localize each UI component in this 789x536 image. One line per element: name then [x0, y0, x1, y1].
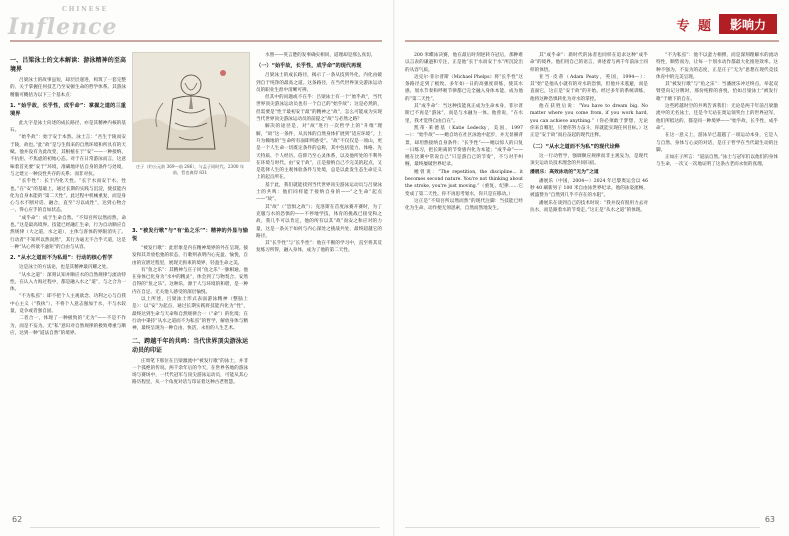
magazine-logo — [8, 6, 118, 40]
left-page — [0, 0, 394, 536]
footer-rule — [30, 521, 380, 528]
column-4 — [405, 52, 523, 517]
magazine-logo-small: CHINESE — [62, 6, 109, 13]
column-3 — [256, 52, 382, 517]
paragraph: “始乎故”：始于安于本然。泳士言：“吾生于陵而安于陵，故也。”此“故”是与生俱来的自然环境和所具有的天赋。他并没有为此改变，其根植在于“安”——一种接纳、不抗拒、不焦虑的初始心态。对于在日常游泳而言，这意味着首先要“安于”环境，准确地评估自身的条件与处境，与之建立一种良性共存的关系；而非对抗。 — [10, 135, 126, 177]
zhuangzi-portrait-image — [132, 52, 250, 162]
paragraph: 其“成乎命”：当这种技能真正成为生命本身，菲尔普斯已不再是“游泳”，而是与水融为一体。他曾说，“在水里，我才觉得自由自在”。 — [405, 104, 523, 124]
section-brand — [676, 14, 777, 34]
paragraph: 200 米蝶泳决赛，他在最后时刻逆转夺冠后，那种难以言表的谦逊和专注，正是他“长于水而安于水”所沉淀出的从容气质。 — [405, 53, 523, 73]
paragraph: “不为私焉”：他不以蛮力相搏，而是深刻理解水的流动特性，顺势而为，让每一个划水动作都最大化推进效率。这种不强为、不妄为的态度，正是庄子“无为”思想在现代竞技体育中的完美呈现。 — [656, 53, 778, 80]
paragraph: 吕梁泳士的故事虽短，却层层递进，构筑了一套完整的、关于掌握任何技艺乃至安顿生命的哲学体系。其游泳精髓可概括为以下三个基本点： — [10, 78, 126, 98]
section-heading: 一、吕梁泳士的文本解读：游泳精神的至高境界 — [10, 57, 126, 73]
paragraph: 这一行动哲学，强调顺应规律而非主观妄为，是现代顶尖运动员技术理念的共同归宿。 — [530, 153, 648, 166]
paragraph: 以上所述，吕梁泳士形式表面游泳精神（整脑上是）：以“安”为起点，通过长期实践将技能内化为“性”，最终达到生命与天命和自然规律合一（“命”）的化境；在行动中秉持“从水之道而不为私焉”的哲学，解放身体与精神，最终呈现为一种自由、快活，永恒的人生艺术。 — [132, 297, 248, 332]
paragraph: 水照——英言楚的发事确实相同，道理却是那么真切。 — [265, 53, 376, 58]
topic-tag: 专 题 — [676, 18, 713, 34]
paragraph: 这正是“不知吾所以然而然”的现代注脚：当技能已经化为生命，动作便无须思索，自然而然地发生。 — [405, 198, 523, 212]
paragraph: 这些跨越时空的共鸣告诉我们：无论是两千年前吕梁激流中的无名泳士，还是今天站在奥运领奖台上的世界冠军，他们所抵达的，都是同一种境界——“始乎故，长乎性，成乎命”。 — [656, 104, 778, 131]
subsection-heading: （一）“始乎故，长乎性，成乎命”的现代再现 — [256, 63, 362, 70]
paragraph: 在这一意义上，游泳早已超越了一项运动本身，它是人与自然、身体与心灵的对话，是庄子哲学在当代最生动的注脚。 — [656, 133, 778, 153]
paragraph: 潘展乐在谈到自己的技术时说：“我并没有很用力去对抗水，而是跟着水的节奏走。”这正是“从水之道”的体现。 — [530, 200, 648, 213]
paragraph: 吕梁泳士的成长路径，揭示了一条从技到外化，内化由破到自于纯净的最高之道。这条路径，在当代世界顶尖游泳运动员的职业生涯中清晰可辨。 — [256, 73, 382, 93]
subsection-heading: 1. “始乎故，长乎性，成乎命”：掌握之道的三重境界 — [10, 102, 126, 117]
portrait-illustration — [133, 53, 249, 161]
subsection-heading: （二）“从水之道而不为私”的现代诠释 — [530, 143, 620, 150]
paragraph: 她曾说：“The repetition, the discipline... it becomes second nature. You're not thinking about the stroke, you're just moving.”（重复、纪律……它变成了第二天性。你不再思考划水，你只是在移动。） — [405, 169, 523, 197]
brand-logo: 影响力 — [719, 14, 777, 34]
paragraph: 解决的途径是，对“故”进行一次哲学上的“升维”理解，“故”这一条件，从具体的自然身体扩展到“适应环境”。上升为赖地的“生命所有面即所感受”。“故”不仅仅是一项山，更是一个人生命一切既定条件的总称，其中包括能力、体格、先天特质、个人经历、信仰乃至心灵体系，以及他所处的不利外在环境与时代。由“安于故”，正是接纳自己不完美的起点，又是选择人生的主观体验条件与处境，总是以此发生态生命定义上的起点所在。 — [256, 124, 382, 181]
paragraph: 亚当·皮蒂（Adam Peaty，英国，1994—）：其“始”是他从小就有的对水的恐惧，但他并未逃避，而是直面它，这正是“安于故”的开始。经过多年的系统训练，他将这种恐惧转化为对水的掌控。 — [530, 74, 648, 102]
case-heading: 潘展乐：高效泳动的“无为”之道 — [530, 170, 599, 176]
paragraph: 但其中的问题或不在乎：吕梁泳士有一个“始乎故”，当代世界顶尖游泳运动员也有一个自己的“始乎故”；这是必然的，但需要是“性于最初安于最”的精神之“故”，怎么可能成为实现当代世界顶尖游泳运动员的前提之“故”与必然之路？ — [256, 95, 382, 123]
paragraph: 这是泳士的方法论，也是其精神最闪耀之处。 — [19, 265, 111, 271]
paragraph: 其“被发行歌”与“鱼之乐”：当潘展乐冲过终点，举起双臂望向记分牌时，那份纯粹的喜悦，恰如吕梁泳士“被发行歌”于塘下的自在。 — [656, 82, 778, 102]
right-page — [395, 0, 789, 536]
paragraph: 二者合一，体现了一种极致的“无为”——不是不作为，而是不妄为。无“私”意识对自然规律的极致尊重与顺应，达到一种“道法自然”的境界。 — [10, 316, 126, 336]
paragraph: 此九字是泳士向述的成长路径，亦是其精神内核的基石。 — [10, 120, 126, 134]
paragraph: 有“鱼之乐”：其精神与庄子同“鱼之乐”一脉相通。他在身体已化身为“水中的精灵”，体会到了与物契合、安然自得的“鱼之乐”。这种乐，源于人与环境的和谐，是一种内在自足、无关他人感受的深层愉悦。 — [132, 267, 248, 295]
footer-rule — [405, 521, 760, 528]
page-number: 62 — [12, 515, 23, 524]
section-heading: 二、跨越千年的共鸣：当代世界顶尖游泳运动员的印证 — [132, 337, 248, 354]
paragraph: 其“故”（“恐惧之故”）；克洛斯在首度泳赛开赛时，为了克服与水的恐惧的——不停地学技，体育的挑战已接受和之故，我几乎可以肯定，他的所有以其“故”而安之和应对的力量，这是一条关于如何与内心深处之挑战共处，最终超越它的路径。 — [256, 204, 382, 239]
paragraph: 基于此，我们就能找到当代世界顶尖游泳运动员与吕梁泳士的共鸣：他们同样能于接纳自身的——“之生命”起点——“故”。 — [256, 182, 382, 203]
paragraph: 迈克尔·菲尔普斯（Michael Phelps）将“长乎性”这条路径走到了极致。多年如一日的高强度训练，使其水感、划水节奏和呼吸节律都已完全融入身体本能，成为他的“第二天性”。 — [405, 74, 523, 102]
paragraph: “从水之道”：深刻认知并顺应水的自然规律与流动特性。在认入力海过程中，都是融入水之“道”，与之合为一体。 — [10, 272, 126, 293]
header-divider — [10, 40, 382, 42]
paragraph: 凯蒂·莱德基（Katie Ledecky，美国，1997—）：“始乎故”——她自幼在社区泳池中起步，并无显赫背景，却坦然接纳自身条件；“长乎性”——她以惊人的日复一日练习，把长距离的节奏感内化为本能；“成乎命”——她在比赛中常说自己“只是游自己的节奏”，不与对手纠缠，最终屡破世界纪录。 — [405, 125, 523, 168]
paragraph: “成乎命”：成于生命自然。“不知吾所以然而然，命也。”这是最高境界。技能已经融汇生命，行为自动顺应自然规律（大之道，水之道），主体与客体的界限消失了。行动者“不知所以然而然”，其行为毫无不合乎天道，这是一种“从心所欲不逾矩”的自由与从容。 — [10, 215, 126, 250]
subsection-heading: 3. “被发行歌”与“有‘鱼之乐’”：精神的外显与愉悦 — [132, 228, 248, 242]
paragraph: 潘展乐（中国，2004—）2024 年巴黎奥运会以 46 秒 40 刷新男子 100 米自由泳世界纪录。他的泳姿流畅，被盛赞为“自然到几乎不存在的水阻”。 — [530, 178, 648, 199]
column-1 — [10, 52, 126, 517]
paragraph: 其“成乎命”：新时代的泳者也同样在追求这种“成乎命”的境界。他们用自己的语言，讲述着与两千年前泳士同样的体悟。 — [530, 53, 648, 73]
page-number: 63 — [764, 515, 775, 524]
column-6 — [656, 52, 778, 517]
paragraph: 他在获胜后说：“You have to dream big. No matter where you come from, if you work hard, you can achieve anything.”（你必须敢于梦想，无论你来自哪里，只要你努力奋斗，你就能实现任何目标。）这正是“安于故”而后奋起的现代注释。 — [530, 104, 648, 139]
figure-caption: 庄子（约公元前 369—前 286），与孟子同时代。2300 年前，哲也离得 831 — [135, 164, 245, 175]
paragraph: “不为私焉”：即不把个人主观欲念、功利之心与自我中心主义（“我执”），不将个人意志强加于水，不与水较量，竞争或者强自固。 — [10, 294, 126, 315]
magazine-logo-text: Inflence — [8, 14, 118, 40]
paragraph: 正如庄子所言：“道法自然。”泳士与冠军们以他们的身体与生命，一次又一次地证明了这条古老而永恒的真理。 — [656, 155, 778, 168]
paragraph: “长乎性”：长于内化天性。“长于水而安于水，性也。”在“安”的基础上，通过长期的实践与沉淀，使技能内化为自身本能的“第二天性”。此过程中机械重复，而是身心与水不断对话、融合，直至“习以成性”，达到心物合一、得心应手的自如状态。 — [10, 179, 126, 214]
paragraph: 庄周笔下那位在吕梁激流中“被发行歌”的泳士，并非一个孤绝的传说。两千余年后的今天，在世界各地的游泳场与赛场中，一代代冠军与顶尖游泳运动员，可能从其心路历程里，从一个角度对话与印证着这种古老智慧。 — [132, 358, 248, 386]
paragraph: 其“长乎性”与“长乎性”：他在不断的学习中，直至将其反复练习所得，融入身体，成为了他的第二天性。 — [256, 241, 382, 254]
paragraph: “被发行歌”：此形象是内在精神境界的外在呈现。披发和其奔放松弛的状态，行歌则表明内心充盈、愉悦，自由的宣泄过程里，展现无拘束的境界，轻盈生命之美。 — [132, 246, 248, 266]
column-5 — [530, 52, 648, 517]
column-2 — [132, 224, 248, 517]
header-divider — [405, 40, 779, 42]
subsection-heading: 2. “从水之道而不为私焉”：行动的核心哲学 — [10, 255, 113, 262]
